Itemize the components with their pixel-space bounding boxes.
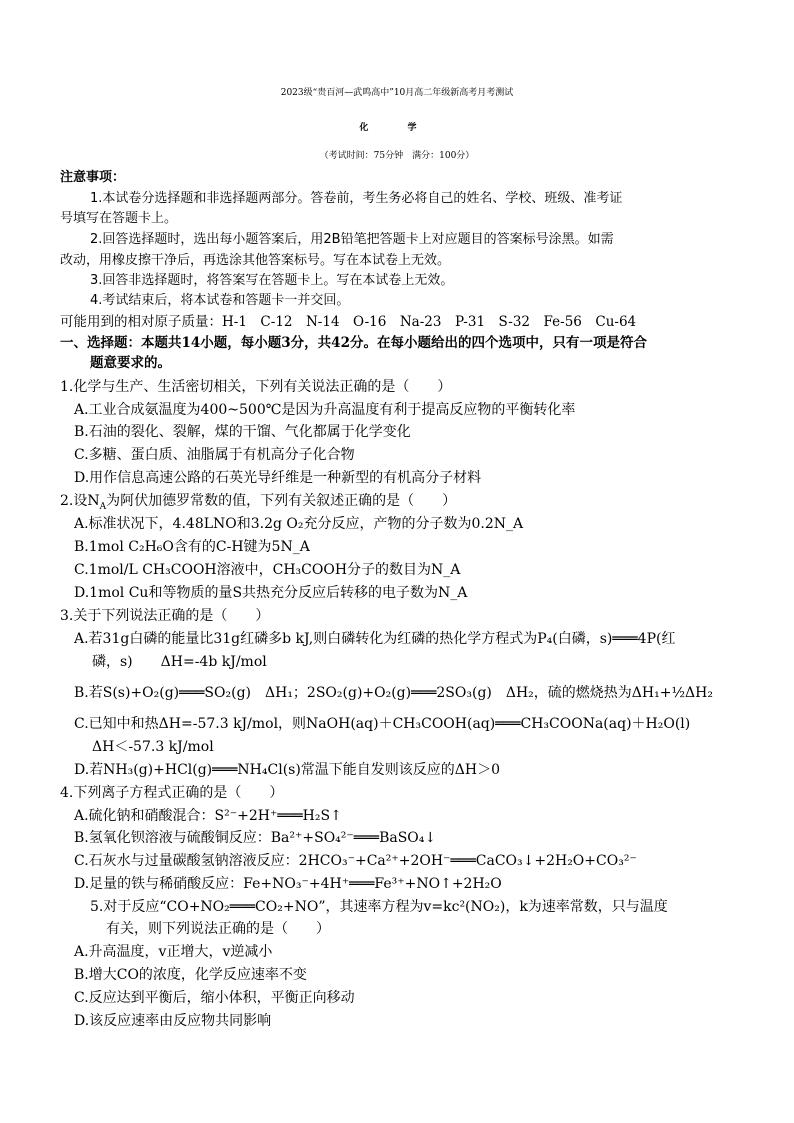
- q4-option-b: B.氢氧化钡溶液与硫酸铜反应：Ba²⁺+SO₄²⁻═══BaSO₄↓: [74, 830, 437, 846]
- atomic-mass-line: 可能用到的相对原子质量：H-1 C-12 N-14 O-16 Na-23 P-31 S-32 Fe-56 Cu-64: [60, 314, 637, 330]
- q3-option-a: A.若31g白磷的能量比31g红磷多b kJ,则白磷转化为红磷的热化学方程式为P₄(白磷，s)═══4P(红: [74, 631, 676, 647]
- q5-stem-cont: 有关，则下列说法正确的是（ ）: [106, 921, 330, 937]
- q3-option-d: D.若NH₃(g)+HCl(g)═══NH₄Cl(s)常温下能自发则该反应的ΔH＞0: [74, 762, 501, 778]
- q4-stem: 4.下列离子方程式正确的是（ ）: [60, 785, 284, 801]
- q2-option-c: C.1mol/L CH₃COOH溶液中，CH₃COOH分子的数目为N_A: [74, 562, 461, 578]
- section-heading-cont: 题意要求的。: [90, 355, 171, 371]
- q2-option-d: D.1mol Cu和等物质的量S共热充分反应后转移的电子数为N_A: [74, 585, 468, 601]
- q4-option-c: C.石灰水与过量碳酸氢钠溶液反应：2HCO₃⁻+Ca²⁺+2OH⁻═══CaCO₃↓+2H₂O+CO₃²⁻: [74, 853, 637, 869]
- q5-stem: 5.对于反应“CO+NO₂═══CO₂+NO”，其速率方程为v=kc²(NO₂)，k为速率常数，只与温度: [90, 899, 668, 915]
- q1-option-b: B.石油的裂化、裂解，煤的干馏、气化都属于化学变化: [74, 424, 411, 440]
- notice-item-2: 2.回答选择题时，选出每小题答案后，用2B铅笔把答题卡上对应题目的答案标号涂黑。如需: [90, 232, 614, 247]
- q1-option-c: C.多糖、蛋白质、油脂属于有机高分子化合物: [74, 447, 355, 463]
- notice-item-1: 1.本试卷分选择题和非选择题两部分。答卷前，考生务必将自己的姓名、学校、班级、准考证: [90, 191, 623, 206]
- q1-option-d: D.用作信息高速公路的石英光导纤维是一种新型的有机高分子材料: [74, 470, 482, 486]
- q5-option-c: C.反应达到平衡后，缩小体积，平衡正向移动: [74, 990, 355, 1006]
- q5-option-a: A.升高温度，v正增大，v逆减小: [74, 944, 273, 960]
- q2-stem: [60, 491, 456, 511]
- q3-option-b: B.若S(s)+O₂(g)═══SO₂(g) ΔH₁；2SO₂(g)+O₂(g)═══2SO₃(g) ΔH₂，硫的燃烧热为ΔH₁+½ΔH₂: [74, 685, 713, 701]
- subject-title: 化 学: [359, 123, 435, 133]
- q3-stem: 3.关于下列说法正确的是（ ）: [60, 608, 270, 624]
- exam-title: 2023级“贵百河—武鸣高中”10月高二年级新高考月考测试: [280, 88, 514, 98]
- q5-option-d: D.该反应速率由反应物共同影响: [74, 1013, 272, 1029]
- notice-item-2-cont: 改动，用橡皮擦干净后，再选涂其他答案标号。写在本试卷上无效。: [60, 253, 451, 268]
- q1-option-a: A.工业合成氨温度为400~500℃是因为升高温度有利于提高反应物的平衡转化率: [74, 402, 576, 418]
- section-heading: 一、选择题：本题共14小题，每小题3分，共42分。在每小题给出的四个选项中，只有一项是符合: [60, 335, 647, 351]
- q5-option-b: B.增大CO的浓度，化学反应速率不变: [74, 967, 307, 983]
- q3-option-c: C.已知中和热ΔH=-57.3 kJ/mol，则NaOH(aq)＋CH₃COOH(aq)═══CH₃COONa(aq)＋H₂O(l): [74, 716, 691, 732]
- notice-item-1-cont: 号填写在答题卡上。: [60, 211, 178, 226]
- exam-time-info: （考试时间：75分钟 满分：100分）: [319, 151, 475, 161]
- q2-stem-a: 2.设N: [60, 493, 100, 509]
- q3-option-a-cont: 磷，s) ΔH=-4b kJ/mol: [92, 654, 267, 670]
- q3-option-c-cont: ΔH＜-57.3 kJ/mol: [92, 739, 214, 755]
- q4-option-d: D.足量的铁与稀硝酸反应：Fe+NO₃⁻+4H⁺═══Fe³⁺+NO↑+2H₂O: [74, 876, 502, 892]
- notice-item-3: 3.回答非选择题时，将答案写在答题卡上。写在本试卷上无效。: [90, 273, 454, 288]
- notice-heading: 注意事项：: [60, 170, 126, 185]
- q2-stem-b: 为阿伏加德罗常数的值，下列有关叙述正确的是（ ）: [106, 493, 457, 509]
- q2-stem-sub: A: [99, 501, 107, 512]
- q2-option-b: B.1mol C₂H₆O含有的C-H键为5N_A: [74, 539, 310, 555]
- notice-item-4: 4.考试结束后，将本试卷和答题卡一并交回。: [90, 293, 350, 308]
- q2-option-a: A.标准状况下，4.48LNO和3.2g O₂充分反应，产物的分子数为0.2N_A: [74, 516, 524, 532]
- q1-stem: 1.化学与生产、生活密切相关，下列有关说法正确的是（ ）: [60, 379, 452, 395]
- q4-option-a: A.硫化钠和硝酸混合：S²⁻+2H⁺═══H₂S↑: [74, 808, 342, 824]
